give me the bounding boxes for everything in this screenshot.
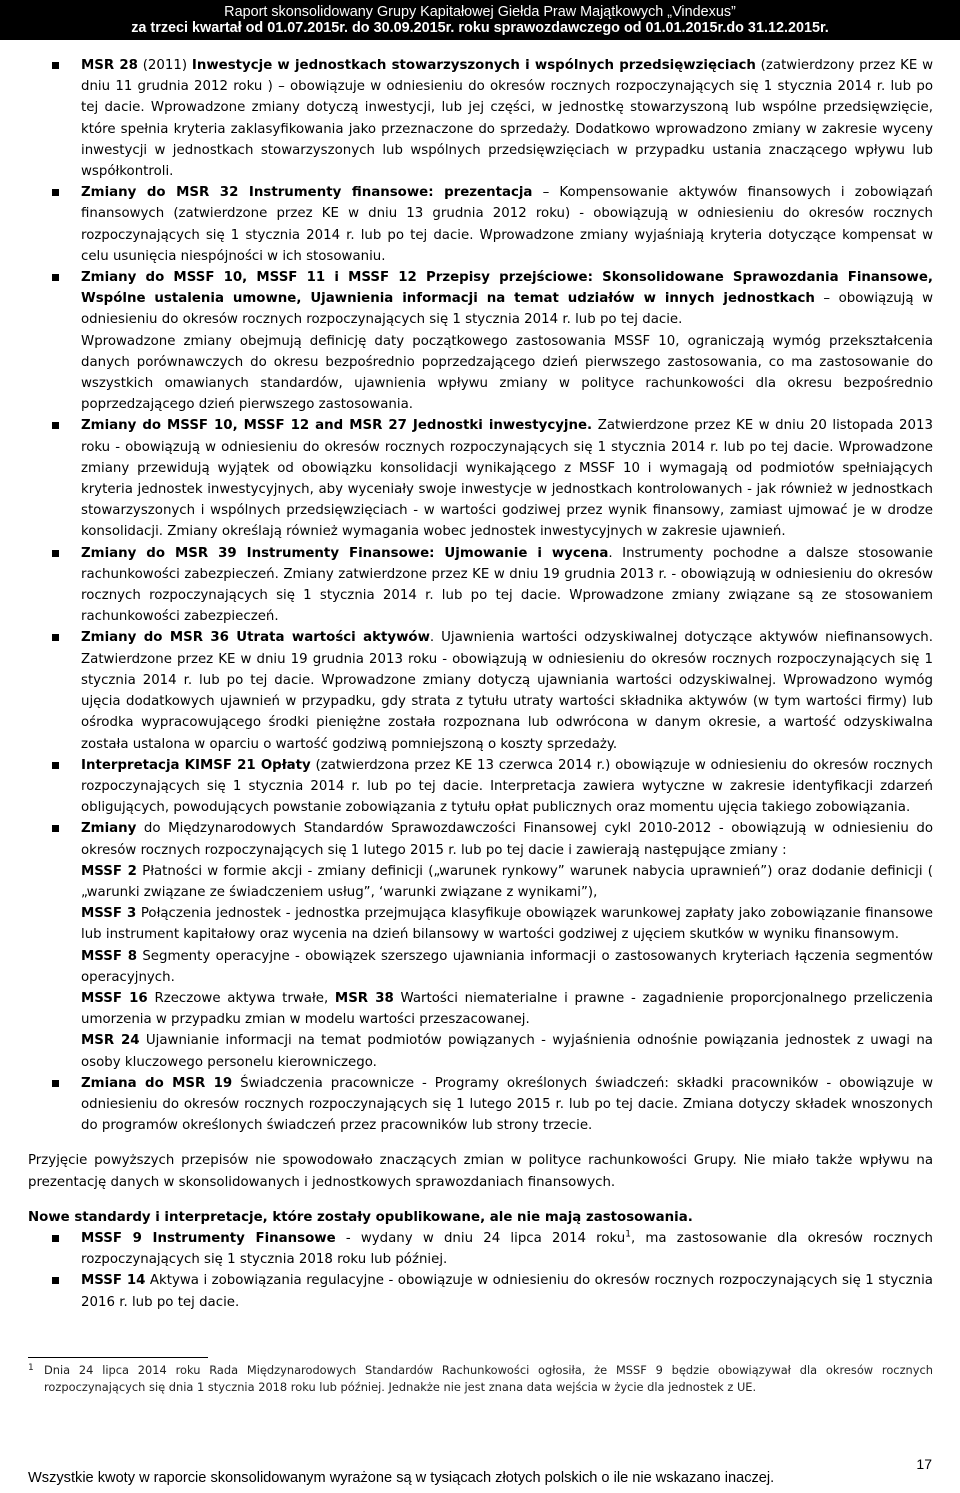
footnote-number: 1 [28, 1363, 34, 1373]
sub-item [81, 1030, 933, 1072]
list-item [81, 55, 933, 182]
footnote-text: Dnia 24 lipca 2014 roku Rada Międzynarodowych Standardów Rachunkowości ogłosiła, że MSSF 9 będzie obowiązywał dla okresów rocznych rozpoczynających się dnia 1 stycznia 2018 roku lub później. Jednakże nie jest znana data wejścia w życie dla jednostek z UE. [44, 1363, 933, 1394]
bottom-note: Wszystkie kwoty w raporcie skonsolidowanym wyrażone są w tysiącach złotych polskich o ile nie wskazano inaczej. [28, 1470, 775, 1486]
item-title: Zmiana do MSR 19 [81, 1075, 233, 1091]
list-item [81, 627, 933, 754]
sub-item-title: MSSF 8 [81, 948, 138, 964]
bullet-icon [52, 422, 59, 429]
item-text: (zatwierdzony przez KE w dniu 11 grudnia 2012 roku ) – obowiązuje w odniesieniu do okresów rocznych rozpoczynających się 1 stycznia 2014 r. lub po tej dacie. Wprowadzone zmiany dotyczą inwestycji, lub jej części, w jednostkę stowarzyszoną lub wspólne przedsięwzięcie, które spełnia kryteria zaklasyfikowania jako przeznaczone do sprzedaży. Dodatkowo wprowadzono zmiany w zakresie wyceny inwestycji w jednostkach stowarzyszonych lub wspólnych przedsięwzięciach w przypadku ustania znaczącego wpływu lub współkontroli. [81, 58, 933, 180]
list-item [81, 415, 933, 542]
item-text: . Ujawnienia wartości odzyskiwalnej dotyczące aktywów niefinansowych. Zatwierdzone przez KE w dniu 19 grudnia 2013 roku - obowiązują w odniesieniu do okresów rocznych rozpoczynających się 1 stycznia 2014 r. lub po tej dacie. Wprowadzone zmiany dotyczą ujawniania wartości odzyskiwalnej. Wprowadzono wymóg ujęcia dodatkowych ujawnień w przypadku, gdy strata z tytułu utraty wartości składnika aktywów (w tym wartości firmy) lub ośrodka wypracowującego środki pieniężne została rozpoznana lub odwrócona w danym okresie, a wartość odzyskiwalna została ustalona w oparciu o wartość godziwą pomniejszoną o koszty sprzedaży. [81, 630, 933, 752]
item-title: MSR 28 [81, 58, 138, 73]
bullet-icon [52, 1277, 59, 1284]
list-item [81, 543, 933, 628]
item-text: Zatwierdzone przez KE w dniu 20 listopada 2013 roku - obowiązują w odniesieniu do okresów rocznych rozpoczynających się 1 stycznia 2014 r. lub po tej dacie. Wprowadzone zmiany przewidują wyjątek od obowiązku konsolidacji wynikającego z MSSF 10 i wymagają od podmiotów spełniających kryteria jednostek inwestycyjnych, aby wyceniały swoje inwestycje w jednostkach kontrolowanych - jak również w jednostkach stowarzyszonych i wspólnych przedsięwzięciach - w wartości godziwej przez wynik finansowy, zamiast ujmować je w drodze konsolidacji. Zmiany określają również wymagania wobec jednostek inwestycyjnych w zakresie ujawnień. [81, 418, 933, 540]
item-text: do Międzynarodowych Standardów Sprawozdawczości Finansowej cykl 2010-2012 - obowiązują w odniesieniu do okresów rocznych rozpoczynających się 1 lutego 2015 r. lub po tej dacie i zawierają następujące zmiany : [81, 821, 933, 858]
item-text: – obowiązują w odniesieniu do okresów rocznych rozpoczynających się 1 stycznia 2014 r. lub po tej dacie. [81, 291, 933, 328]
item-title: Zmiany do MSSF 10, MSSF 11 i MSSF 12 Przepisy przejściowe: Skonsolidowane Sprawozdania Finansowe, Wspólne ustalenia umowne, Ujawnienia informacji na temat udziałów w innych jednostkach [81, 270, 933, 307]
sub-item-text: Wartości niematerialne i prawne - zagadnienie proporcjonalnego przeliczenia umorzenia w przypadku zmian w modelu wartości przeszacowanej. [81, 990, 933, 1028]
item-text: – Kompensowanie aktywów finansowych i zobowiązań finansowych (zatwierdzone przez KE w dniu 13 grudnia 2012 roku) - obowiązują w odniesieniu do okresów rocznych rozpoczynających się 1 stycznia 2014 r. lub po tej dacie. Wprowadzone zmiany wyjaśniają kryteria dotyczące kompensat w celu usunięcia niespójności w ich stosowaniu. [81, 185, 933, 264]
bullet-icon [52, 274, 59, 281]
item-text: (2011) [137, 58, 192, 73]
bullet-icon [52, 825, 59, 832]
footnote-divider [28, 1357, 208, 1358]
item-text: Aktywa i zobowiązania regulacyjne - obowiązuje w odniesieniu do okresów rocznych rozpoczynających się 1 stycznia 2016 r. lub po tej dacie. [81, 1273, 933, 1310]
footnote [28, 1362, 933, 1395]
sub-item [81, 946, 933, 988]
item-title: Zmiany do MSR 39 Instrumenty Finansowe: Ujmowanie i wycena [81, 545, 609, 561]
bullet-icon [52, 762, 59, 769]
summary-paragraph: Przyjęcie powyższych przepisów nie spowodowało znaczących zmian w polityce rachunkowości Grupy. Nie miało także wpływu na prezentację danych w skonsolidowanych i jednostkowych sprawozdaniach finansowych. [28, 1153, 933, 1190]
item-title: Zmiany [81, 821, 137, 837]
sub-item [81, 988, 933, 1030]
item-text: , ma zastosowanie dla okresów rocznych rozpoczynających się 1 stycznia 2018 roku lub później. [81, 1230, 933, 1268]
sub-item-text: Ujawnianie informacji na temat podmiotów powiązanych - wyjaśnienia odnośnie powiązania jednostek z uwagi na osoby kluczowego personelu kierowniczego. [81, 1033, 933, 1070]
list-item [81, 1073, 933, 1137]
item-title: MSSF 9 Instrumenty Finansowe [81, 1230, 336, 1246]
list-item [81, 182, 933, 267]
bullet-icon [52, 634, 59, 641]
header-line-1: Raport skonsolidowany Grupy Kapitałowej Giełda Praw Majątkowych „Vindexus” [224, 4, 736, 20]
bullet-icon [52, 62, 59, 69]
item-text: Świadczenia pracownicze - Programy określonych świadczeń: składki pracowników - obowiązuje w odniesieniu do okresów rocznych rozpoczynających się 1 lutego 2015 r. lub po tej dacie. Zmiana dotyczy składek wnoszonych do programów określonych świadczeń przez pracowników lub strony trzecie. [81, 1075, 933, 1134]
new-standards-list [28, 1228, 933, 1313]
item-title: MSSF 14 [81, 1273, 146, 1289]
page-number: 17 [916, 1456, 932, 1472]
sub-item-title: MSR 38 [334, 990, 394, 1006]
list-item [81, 1228, 933, 1270]
bullet-icon [52, 1235, 59, 1242]
sub-item-title: MSSF 16 [81, 990, 148, 1006]
bullet-icon [52, 550, 59, 557]
sub-item [81, 861, 933, 903]
sub-item-title: MSSF 2 [81, 863, 137, 879]
item-text: - wydany w dniu 24 lipca 2014 roku [335, 1230, 626, 1246]
item-text: (zatwierdzona przez KE 13 czerwca 2014 r.) obowiązuje w odniesieniu do okresów rocznych rozpoczynających się 1 stycznia 2014 r. lub po tej dacie. Interpretacja zawiera wytyczne w zakresie identyfikacji zdarzeń obligujących, powodujących powstanie zobowiązania z tytułu opłat publicznych oraz momentu ujęcia takiego zobowiązania. [81, 757, 933, 816]
sub-item-title: MSR 24 [81, 1033, 140, 1049]
sub-item [81, 903, 933, 945]
item-title: Interpretacja KIMSF 21 Opłaty [81, 757, 311, 773]
list-item [81, 1270, 933, 1312]
header-line-2: za trzeci kwartał od 01.07.2015r. do 30.09.2015r. roku sprawozdawczego od 01.01.2015r.do 31.12.2015r. [131, 20, 829, 36]
sub-item-title: MSSF 3 [81, 906, 137, 922]
list-item [81, 267, 933, 415]
bullet-icon [52, 189, 59, 196]
sub-item-text: Płatności w formie akcji - zmiany definicji („warunek rynkowy” warunek nabycia uprawnień”) oraz dodanie definicji ( „warunki związane ze świadczeniem usług”, ‘warunki związane z wynikami”), [81, 863, 933, 900]
footnote-ref[interactable]: 1 [625, 1229, 631, 1240]
report-header [0, 0, 960, 40]
list-item [81, 755, 933, 819]
list-item [81, 818, 933, 1072]
item-paragraph: Wprowadzone zmiany obejmują definicję daty początkowego zastosowania MSSF 10, ograniczają wymóg przekształcenia danych porównawczych do okresu bezpośrednio poprzedzającego dzień pierwszego zastosowania, co ma zastosowanie do wszystkich omawianych standardów, ujawnienia wpływu zmiany w polityce rachunkowości dla okresu bezpośrednio poprzedzającego dzień pierwszego zastosowania. [81, 333, 933, 413]
section-title: Nowe standardy i interpretacje, które zostały opublikowane, ale nie mają zastosowania. [28, 1209, 693, 1225]
sub-item-text: Segmenty operacyjne - obowiązek szerszego ujawniania informacji o zastosowanych kryteriach łączenia segmentów operacyjnych. [81, 948, 933, 985]
document-body [28, 55, 933, 1313]
item-text: . Instrumenty pochodne a dalsze stosowanie rachunkowości zabezpieczeń. Zmiany zatwierdzone przez KE w dniu 19 grudnia 2013 r. - obowiązują w odniesieniu do okresów rocznych rozpoczynających się 1 stycznia 2014 r. lub po tej dacie. Wprowadzone zmiany związane są ze stosowaniem rachunkowości zabezpieczeń. [81, 545, 933, 625]
item-title: Zmiany do MSR 36 Utrata wartości aktywów [81, 630, 430, 646]
item-title: Inwestycje w jednostkach stowarzyszonych i wspólnych przedsięwzięciach [191, 58, 756, 73]
standards-list [28, 55, 933, 1136]
item-title: Zmiany do MSR 32 Instrumenty finansowe: prezentacja [81, 185, 533, 201]
sub-item-text: Połączenia jednostek - jednostka przejmująca klasyfikuje obowiązek warunkowej zapłaty jako zobowiązanie finansowe lub instrument kapitałowy oraz wycenia na dzień bilansowy w wartości godziwej z ujęciem skutków w wyniku finansowym. [81, 906, 933, 943]
sub-item-text: Rzeczowe aktywa trwałe, [147, 990, 335, 1006]
bullet-icon [52, 1080, 59, 1087]
item-title: Zmiany do MSSF 10, MSSF 12 and MSR 27 Jednostki inwestycyjne. [81, 418, 593, 434]
